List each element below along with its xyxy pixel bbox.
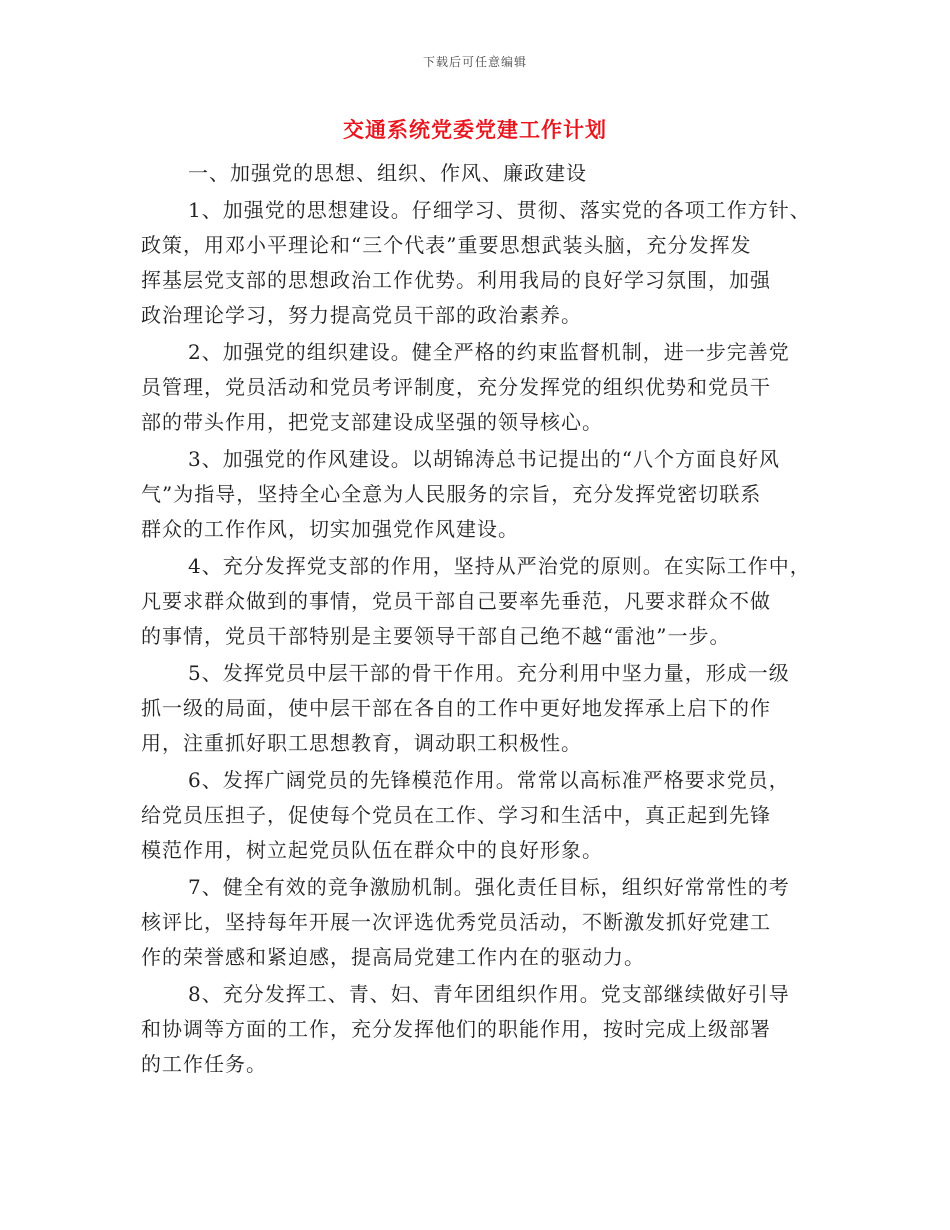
paragraph-line: 8、充分发挥工、青、妇、青年团组织作用。党支部继续做好引导 [188, 982, 790, 1006]
paragraph-line: 用，注重抓好职工思想教育，调动职工积极性。 [141, 731, 582, 755]
paragraph-line: 6、发挥广阔党员的先锋模范作用。常常以高标准严格要求党员， [188, 768, 790, 792]
document-body [141, 156, 813, 1082]
paragraph-line: 部的带头作用，把党支部建设成坚强的领导核心。 [141, 410, 603, 434]
paragraph-line: 气”为指导，坚持全心全意为人民服务的宗旨，充分发挥党密切联系 [141, 482, 762, 506]
paragraph-4 [141, 549, 813, 654]
paragraph-1 [141, 193, 813, 333]
paragraph-line: 核评比，坚持每年开展一次评选优秀党员活动，不断激发抓好党建工 [141, 910, 771, 934]
paragraph-line: 的工作任务。 [141, 1052, 267, 1076]
paragraph-line: 5、发挥党员中层干部的骨干作用。充分利用中坚力量，形成一级 [188, 661, 790, 685]
paragraph-line: 抓一级的局面，使中层干部在各自的工作中更好地发挥承上启下的作 [141, 696, 771, 720]
paragraph-line: 4、充分发挥党支部的作用，坚持从严治党的原则。在实际工作中， [188, 554, 811, 578]
paragraph-6 [141, 763, 813, 868]
document-title: 交通系统党委党建工作计划 [343, 118, 607, 142]
paragraph-line: 模范作用，树立起党员队伍在群众中的良好形象。 [141, 838, 603, 862]
paragraph-line: 给党员压担子，促使每个党员在工作、学习和生活中，真正起到先锋 [141, 803, 771, 827]
paragraph-line: 挥基层党支部的思想政治工作优势。利用我局的良好学习氛围，加强 [141, 268, 771, 292]
paragraph-line: 2、加强党的组织建设。健全严格的约束监督机制，进一步完善党 [188, 340, 790, 364]
paragraph-line: 3、加强党的作风建设。以胡锦涛总书记提出的“八个方面良好风 [188, 447, 780, 471]
paragraph-line: 群众的工作作风，切实加强党作风建设。 [141, 517, 519, 541]
paragraph-line: 凡要求群众做到的事情，党员干部自己要率先垂范，凡要求群众不做 [141, 589, 771, 613]
section-heading: 一、加强党的思想、组织、作风、廉政建设 [188, 161, 587, 185]
paragraph-7 [141, 870, 813, 975]
paragraph-line: 员管理，党员活动和党员考评制度，充分发挥党的组织优势和党员干 [141, 375, 771, 399]
paragraph-5 [141, 656, 813, 761]
paragraph-2 [141, 335, 813, 440]
paragraph-8 [141, 977, 813, 1082]
header-note: 下载后可任意编辑 [422, 55, 527, 69]
paragraph-line: 政治理论学习，努力提高党员干部的政治素养。 [141, 303, 582, 327]
paragraph-3 [141, 442, 813, 547]
paragraph-line: 7、健全有效的竞争激励机制。强化责任目标，组织好常常性的考 [188, 875, 790, 899]
paragraph-line: 作的荣誉感和紧迫感，提高局党建工作内在的驱动力。 [141, 945, 645, 969]
paragraph-line: 和协调等方面的工作，充分发挥他们的职能作用，按时完成上级部署 [141, 1017, 771, 1041]
paragraph-line: 政策，用邓小平理论和“三个代表”重要思想武装头脑，充分发挥发 [141, 233, 752, 257]
paragraph-line: 1、加强党的思想建设。仔细学习、贯彻、落实党的各项工作方针、 [188, 198, 811, 222]
paragraph-line: 的事情，党员干部特别是主要领导干部自己绝不越“雷池”一步。 [141, 624, 731, 648]
